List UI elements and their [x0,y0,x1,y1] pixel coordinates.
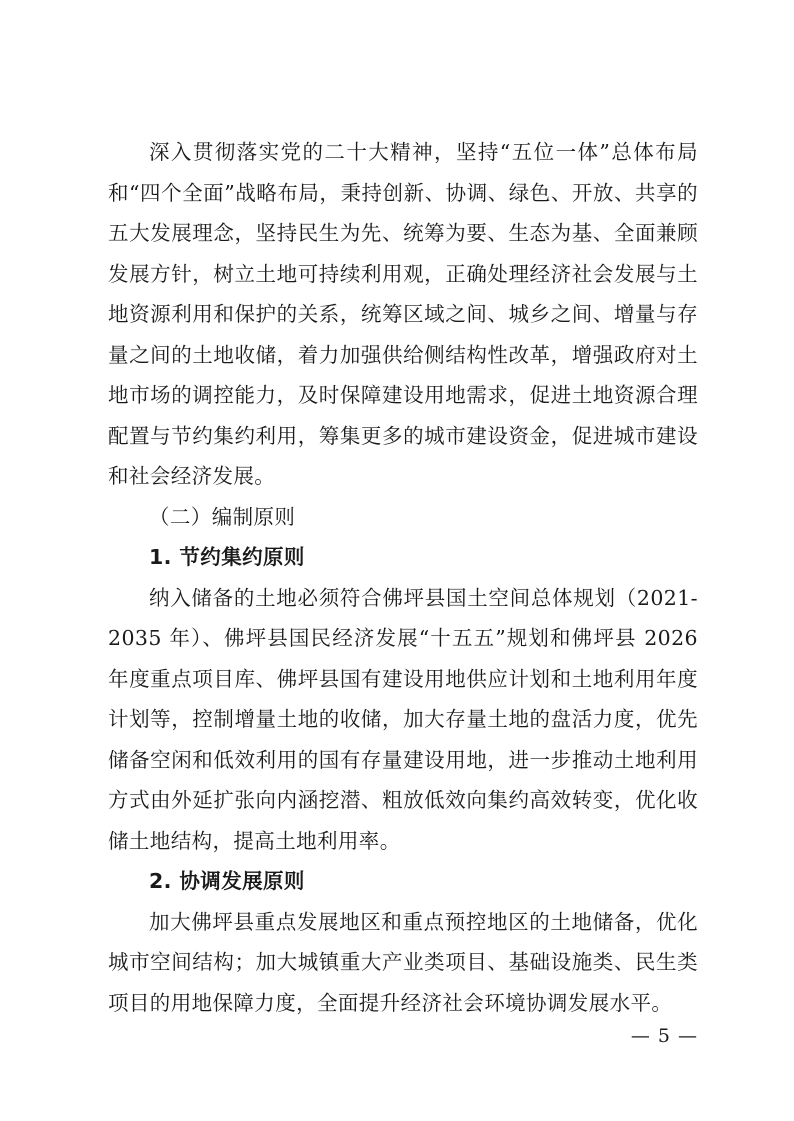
heading-coordinated-development-principle: 2. 协调发展原则 [149,869,305,893]
page-number-footer: — 5 — [630,1025,698,1047]
heading-compilation-principles: （二）编制原则 [149,504,296,529]
paragraph-economy-intensive-principle: 纳入储备的土地必须符合佛坪县国土空间总体规划（2021-2035 年）、佛坪县国民经济发展“十五五”规划和佛坪县 2026 年度重点项目库、佛坪县国有建设用地供应计划和土地利用年度计划等，控制增量土地的收储，加大存量土地的盘活力度，优先储备空闲和低效利用的国有存量建设用地，进一步推动土地利用方式由外延扩张向内涵挖潜、粗放低效向集约高效转变，优化收储土地结构，提高土地利用率。 [108,585,698,853]
paragraph-guiding-thought: 深入贯彻落实党的二十大精神，坚持“五位一体”总体布局和“四个全面”战略布局，秉持创新、协调、绿色、开放、共享的五大发展理念，坚持民生为先、统筹为要、生态为基、全面兼顾发展方针，树立土地可持续利用观，正确处理经济社会发展与土地资源利用和保护的关系，统筹区域之间、城乡之间、增量与存量之间的土地收储，着力加强供给侧结构性改革，增强政府对土地市场的调控能力，及时保障建设用地需求，促进土地资源合理配置与节约集约利用，筹集更多的城市建设资金，促进城市建设和社会经济发展。 [108,140,698,488]
heading-economy-intensive-principle: 1. 节约集约原则 [149,545,305,569]
paragraph-coordinated-development-principle: 加大佛坪县重点发展地区和重点预控地区的土地储备，优化城市空间结构；加大城镇重大产业类项目、基础设施类、民生类项目的用地保障力度，全面提升经济社会环境协调发展水平。 [108,909,698,1015]
